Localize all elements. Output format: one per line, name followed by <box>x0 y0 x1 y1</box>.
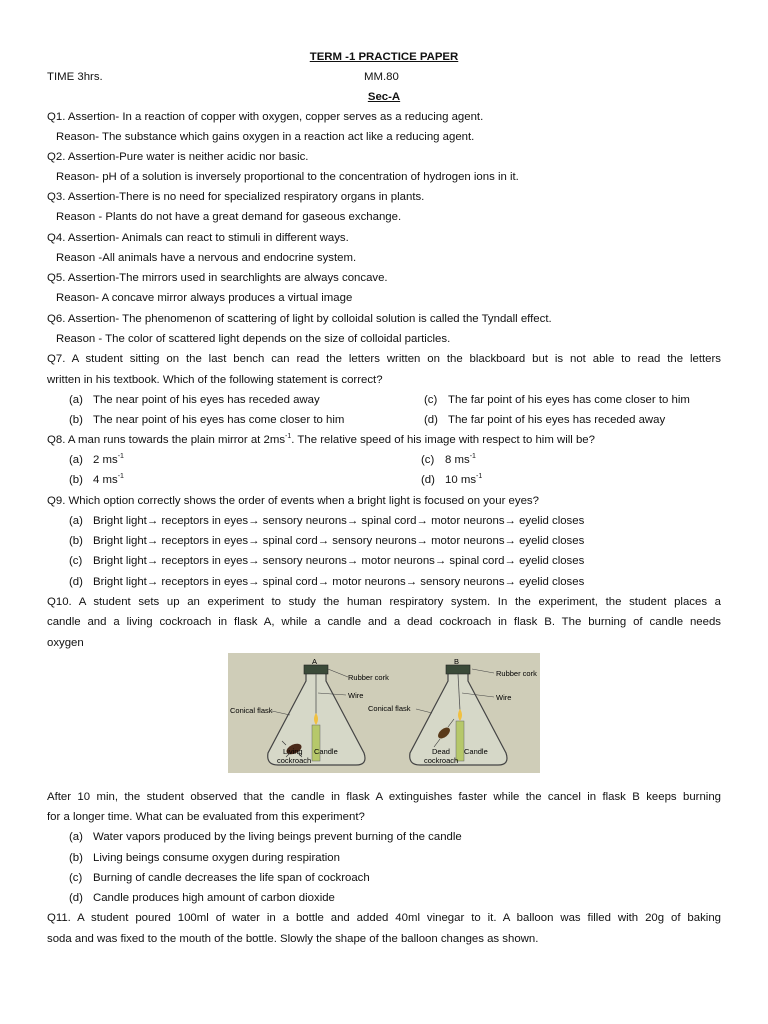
flask-b-label: B <box>454 657 460 666</box>
q2-reason: Reason- pH of a solution is inversely proportional to the concentration of hydrogen ions in it. <box>56 171 519 183</box>
q9-option-b <box>69 534 584 548</box>
rubber-cork-a <box>304 665 328 674</box>
option-label: (a) <box>69 454 83 466</box>
option-text: The far point of his eyes has receded away <box>448 414 666 426</box>
wire-b-label: Wire <box>496 693 512 702</box>
q7-text-line1: Q7. A student sitting on the last bench can read the letters written on the blackboard but is not able to read the letters <box>47 353 721 365</box>
candle-b <box>456 721 464 761</box>
option-text: 8 ms <box>445 454 470 466</box>
q10-option-d <box>69 891 335 905</box>
q8-option-d <box>421 473 482 487</box>
q8-text-post: . The relative speed of his image with respect to him will be? <box>291 434 595 446</box>
rubber-cork-b <box>446 665 470 674</box>
q8-text-pre: Q8. A man runs towards the plain mirror at 2ms <box>47 434 286 446</box>
q10-option-a <box>69 830 462 844</box>
option-text: 2 ms <box>93 454 118 466</box>
option-sup: -1 <box>117 473 124 480</box>
option-label: (c) <box>421 454 435 466</box>
option-label: (c) <box>424 394 438 406</box>
flask-a-label: A <box>312 657 318 666</box>
option-text: Living beings consume oxygen during respiration <box>93 852 340 864</box>
option-label: (d) <box>424 414 438 426</box>
q3-reason: Reason - Plants do not have a great demand for gaseous exchange. <box>56 211 402 223</box>
option-label: (d) <box>69 892 83 904</box>
q3-assertion: Q3. Assertion-There is no need for specialized respiratory organs in plants. <box>47 191 425 203</box>
q4-assertion: Q4. Assertion- Animals can react to stimuli in different ways. <box>47 232 349 244</box>
q11-text-line1: Q11. A student poured 100ml of water in a bottle and added 40ml vinegar to it. A balloon was filled with 20g of baking <box>47 912 721 924</box>
q5-assertion: Q5. Assertion-The mirrors used in searchlights are always concave. <box>47 272 388 284</box>
q6-reason: Reason - The color of scattered light depends on the size of colloidal particles. <box>56 333 451 345</box>
option-label: (b) <box>69 414 83 426</box>
dead-cockroach-label-1: Dead <box>432 747 450 756</box>
section-heading: Sec-A <box>367 91 401 103</box>
option-text: Bright light→ receptors in eyes→ spinal cord→ motor neurons→ sensory neurons→ eyelid closes <box>93 576 585 588</box>
option-text: 4 ms <box>93 474 118 486</box>
q9-text: Q9. Which option correctly shows the order of events when a bright light is focused on your eyes? <box>47 495 539 507</box>
wire-a-label: Wire <box>348 691 364 700</box>
q1-reason: Reason- The substance which gains oxygen in a reaction act like a reducing agent. <box>56 131 475 143</box>
option-label: (d) <box>421 474 435 486</box>
option-sup: -1 <box>117 453 124 460</box>
q1-assertion: Q1. Assertion- In a reaction of copper with oxygen, copper serves as a reducing agent. <box>47 111 484 123</box>
option-text: Burning of candle decreases the life span of cockroach <box>93 872 370 884</box>
conical-flask-b-label: Conical flask <box>368 704 411 713</box>
q9-option-c <box>69 554 584 568</box>
option-label: (a) <box>69 831 83 843</box>
q10-text-line2: candle and a living cockroach in flask A, while a candle and a dead cockroach in flask B. The burning of candle needs <box>47 616 721 628</box>
living-cockroach-label-2: cockroach <box>277 756 312 765</box>
q10-after-line2: for a longer time. What can be evaluated from this experiment? <box>47 811 365 823</box>
q8-text-sup: -1 <box>285 433 292 440</box>
q7-option-a <box>69 393 690 407</box>
q10-option-c <box>69 871 370 885</box>
q9-option-a <box>69 514 584 528</box>
q6-assertion: Q6. Assertion- The phenomenon of scattering of light by colloidal solution is called the Tyndall effect. <box>47 313 552 325</box>
q2-assertion: Q2. Assertion-Pure water is neither acidic nor basic. <box>47 151 309 163</box>
q7-text-line2: written in his textbook. Which of the following statement is correct? <box>47 374 383 386</box>
living-cockroach-label-1: Living <box>283 747 303 756</box>
option-sup: -1 <box>476 473 483 480</box>
q8-option-b <box>69 473 483 487</box>
q10-after-line1: After 10 min, the student observed that the candle in flask A extinguishes faster while the cancel in flask B keeps burning <box>47 791 721 803</box>
paper-title: TERM -1 PRACTICE PAPER <box>309 51 459 63</box>
option-label: (c) <box>69 555 83 567</box>
q10-option-b <box>69 851 340 865</box>
max-marks-label: MM.80 <box>364 71 399 83</box>
q9-option-d <box>69 575 584 589</box>
q8-option-a <box>69 453 476 467</box>
option-text: Candle produces high amount of carbon dioxide <box>93 892 335 904</box>
q7-option-b <box>69 413 666 427</box>
q10-text-line1: Q10. A student sets up an experiment to study the human respiratory system. In the experiment, the student places a <box>47 596 721 608</box>
option-label: (b) <box>69 535 83 547</box>
flask-experiment-figure <box>228 653 540 773</box>
option-label: (d) <box>69 576 83 588</box>
option-label: (b) <box>69 852 83 864</box>
option-text: Water vapors produced by the living beings prevent burning of the candle <box>93 831 462 843</box>
rubber-cork-a-label: Rubber cork <box>348 673 389 682</box>
option-label: (a) <box>69 394 83 406</box>
candle-b-label: Candle <box>464 747 488 756</box>
option-text: Bright light→ receptors in eyes→ sensory neurons→ spinal cord→ motor neurons→ eyelid closes <box>93 515 585 527</box>
q7-option-d <box>424 413 665 427</box>
q4-reason: Reason -All animals have a nervous and endocrine system. <box>56 252 357 264</box>
option-text: 10 ms <box>445 474 477 486</box>
rubber-cork-b-label: Rubber cork <box>496 669 537 678</box>
option-text: The far point of his eyes has come closer to him <box>448 394 690 406</box>
q7-option-c <box>424 393 690 407</box>
q8-text <box>47 433 595 447</box>
q5-reason: Reason- A concave mirror always produces a virtual image <box>56 292 353 304</box>
q11-text-line2: soda and was fixed to the mouth of the bottle. Slowly the shape of the balloon changes as shown. <box>47 933 539 945</box>
dead-cockroach-label-2: cockroach <box>424 756 459 765</box>
option-sup: -1 <box>469 453 476 460</box>
option-text: Bright light→ receptors in eyes→ spinal cord→ sensory neurons→ motor neurons→ eyelid closes <box>93 535 585 547</box>
time-label: TIME 3hrs. <box>47 71 103 83</box>
option-text: Bright light→ receptors in eyes→ sensory neurons→ motor neurons→ spinal cord→ eyelid closes <box>93 555 585 567</box>
q8-option-c <box>421 453 476 467</box>
option-text: The near point of his eyes has receded away <box>93 394 320 406</box>
option-label: (b) <box>69 474 83 486</box>
option-label: (c) <box>69 872 83 884</box>
option-text: The near point of his eyes has come closer to him <box>93 414 345 426</box>
conical-flask-a-label: Conical flask <box>230 706 273 715</box>
q10-text-line3: oxygen <box>47 637 84 649</box>
candle-a-label: Candle <box>314 747 338 756</box>
option-label: (a) <box>69 515 83 527</box>
